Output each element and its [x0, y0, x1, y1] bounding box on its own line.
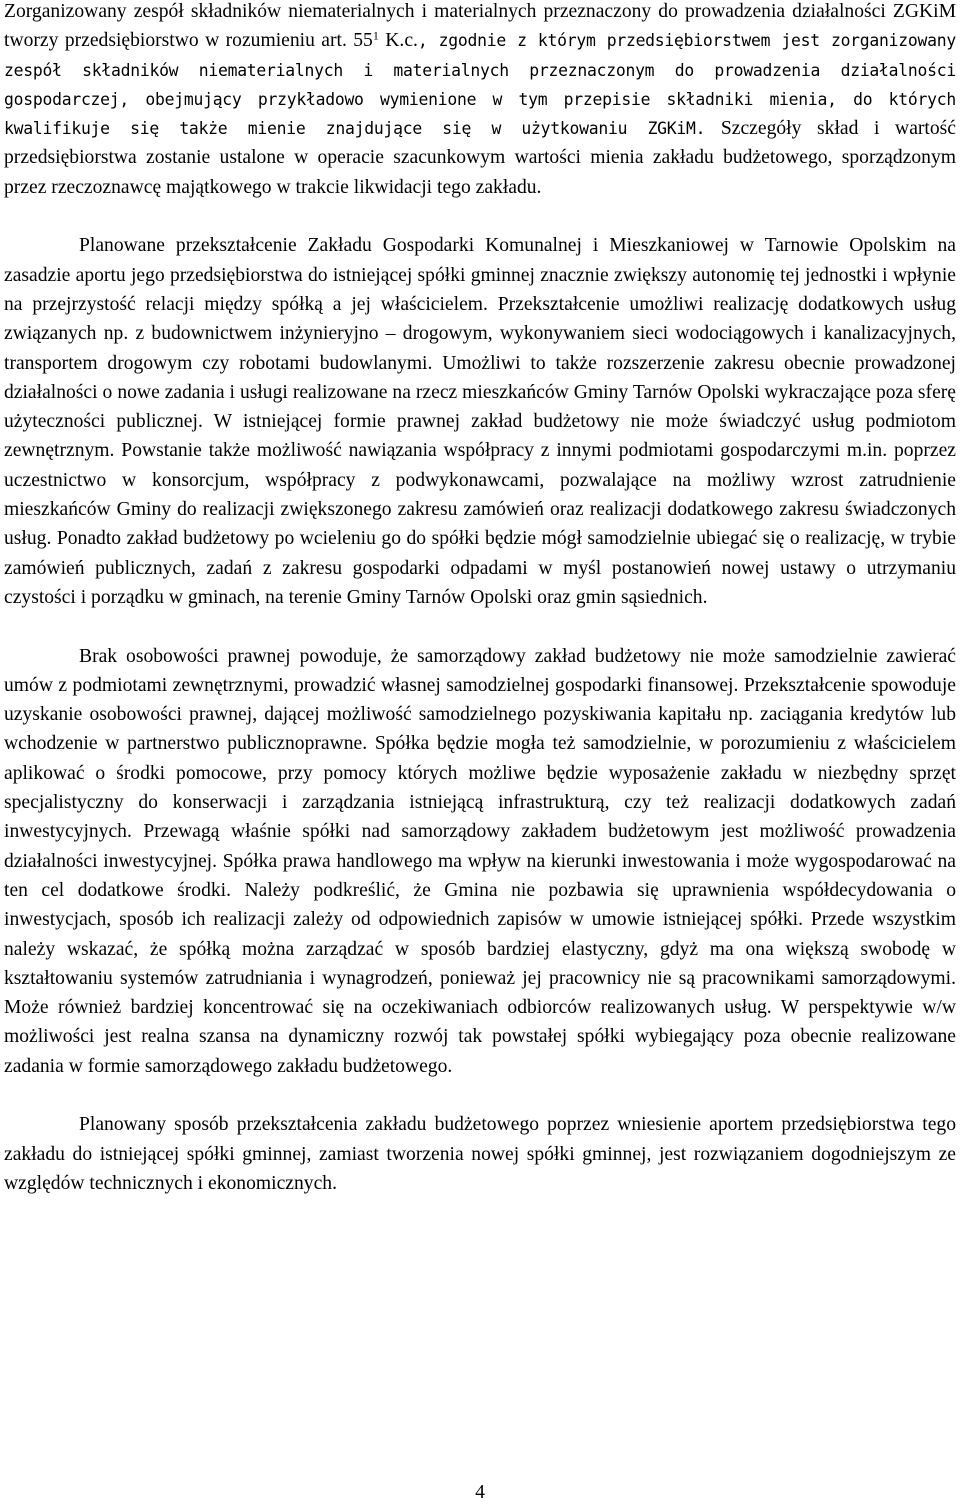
paragraph-enterprise-definition — [4, 0, 956, 202]
paragraph-text: K.c. — [378, 30, 418, 52]
paragraph-text-typewriter: , zgodnie z którym przedsiębiorstwem jest zorganizowany zespół składników niematerialnych i materialnych przeznaczonym do prowadzenia działalności gospodarczej, obejmujący przykładowo wymienione w tym przepisie składniki mienia, do których kwalifikuje się także mienie znajdujące się w użytkowaniu ZGKiM. — [4, 31, 956, 139]
paragraph-planned-transformation: Planowane przekształcenie Zakładu Gospodarki Komunalnej i Mieszkaniowej w Tarnowie Opolskim na zasadzie aportu jego przedsiębiorstwa do istniejącej spółki gminnej znacznie zwiększy autonomię tej jednostki i wpłynie na przejrzystość relacji między spółką a jej właścicielem. Przekształcenie umożliwi realizację dodatkowych usług związanych np. z budownictwem inżynieryjno – drogowym, wykonywaniem sieci wodociągowych i kanalizacyjnych, transportem drogowym czy robotami budowlanymi. Umożliwi to także rozszerzenie zakresu obecnie prowadzonej działalności o nowe zadania i usługi realizowane na rzecz mieszkańców Gminy Tarnów Opolski wykraczające poza sferę użyteczności publicznej. W istniejącej formie prawnej zakład budżetowy nie może świadczyć usług podmiotom zewnętrznym. Powstanie także możliwość nawiązania współpracy z innymi podmiotami gospodarczymi m.in. poprzez uczestnictwo w konsorcjum, współpracy z podwykonawcami, pozwalające na możliwy wzrost zatrudnienie mieszkańców Gminy do realizacji zwiększonego zakresu zamówień oraz realizacji dodatkowego zakresu świadczonych usług. Ponadto zakład budżetowy po wcieleniu go do spółki będzie mógł samodzielnie ubiegać się o realizację, w trybie zamówień publicznych, zadań z zakresu gospodarki odpadami w myśl postanowień nowej ustawy o utrzymaniu czystości i porządku w gminach, na terenie Gminy Tarnów Opolski oraz gmin sąsiednich. — [4, 235, 956, 608]
superscript-article-number: 1 — [372, 28, 379, 43]
paragraph-planned-method: Planowany sposób przekształcenia zakładu budżetowego poprzez wniesienie aportem przedsiębiorstwa tego zakładu do istniejącej spółki gminnej, zamiast tworzenia nowej spółki gminnej, jest rozwiązaniem dogodniejszym ze względów technicznych i ekonomicznych. — [4, 1114, 956, 1194]
page-number: 4 — [475, 1482, 485, 1503]
document-page — [4, 0, 956, 1198]
paragraph-text: Szczegóły skład i wartość przedsiębiorstwa zostanie ustalone w operacie szacunkowym wartości mienia zakładu budżetowego, sporządzonym przez rzeczoznawcę majątkowego w trakcie likwidacji tego zakładu. — [4, 118, 956, 198]
paragraph-legal-personality: Brak osobowości prawnej powoduje, że samorządowy zakład budżetowy nie może samodzielnie zawierać umów z podmiotami zewnętrznymi, prowadzić własnej samodzielnej gospodarki finansowej. Przekształcenie spowoduje uzyskanie osobowości prawnej, dającej możliwość samodzielnego pozyskiwania kapitału np. zaciągania kredytów lub wchodzenie w partnerstwo publicznoprawne. Spółka będzie mogła też samodzielnie, w porozumieniu z właścicielem aplikować o środki pomocowe, przy pomocy których możliwe będzie wyposażenie zakładu w niezbędny sprzęt specjalistyczny do konserwacji i zarządzania istniejącą infrastrukturą, czy też realizacji dodatkowych zadań inwestycyjnych. Przewagą właśnie spółki nad samorządowy zakładem budżetowym jest możliwość prowadzenia działalności inwestycyjnej. Spółka prawa handlowego ma wpływ na kierunki inwestowania i może wygospodarować na ten cel dodatkowe środki. Należy podkreślić, że Gmina nie pozbawia się uprawnienia współdecydowania o inwestycjach, sposób ich realizacji zależy od odpowiednich zapisów w umowie istniejącej spółki. Przede wszystkim należy wskazać, że spółką można zarządzać w sposób bardziej elastyczny, gdyż ma ona większą swobodę w kształtowaniu systemów zatrudniania i wynagrodzeń, ponieważ jej pracownicy nie są pracownikami samorządowymi. Może również bardziej koncentrować się na oczekiwaniach odbiorców realizowanych usług. W perspektywie w/w możliwości jest realna szansa na dynamiczny rozwój tak powstałej spółki wybiegający poza obecnie realizowane zadania w formie samorządowego zakładu budżetowego. — [4, 645, 956, 1077]
paragraph-text: Zorganizowany zespół składników niematerialnych i materialnych przeznaczony do prowadzenia działalności ZGKiM tworzy przedsiębiorstwo w rozumieniu art. 55 — [4, 1, 956, 52]
